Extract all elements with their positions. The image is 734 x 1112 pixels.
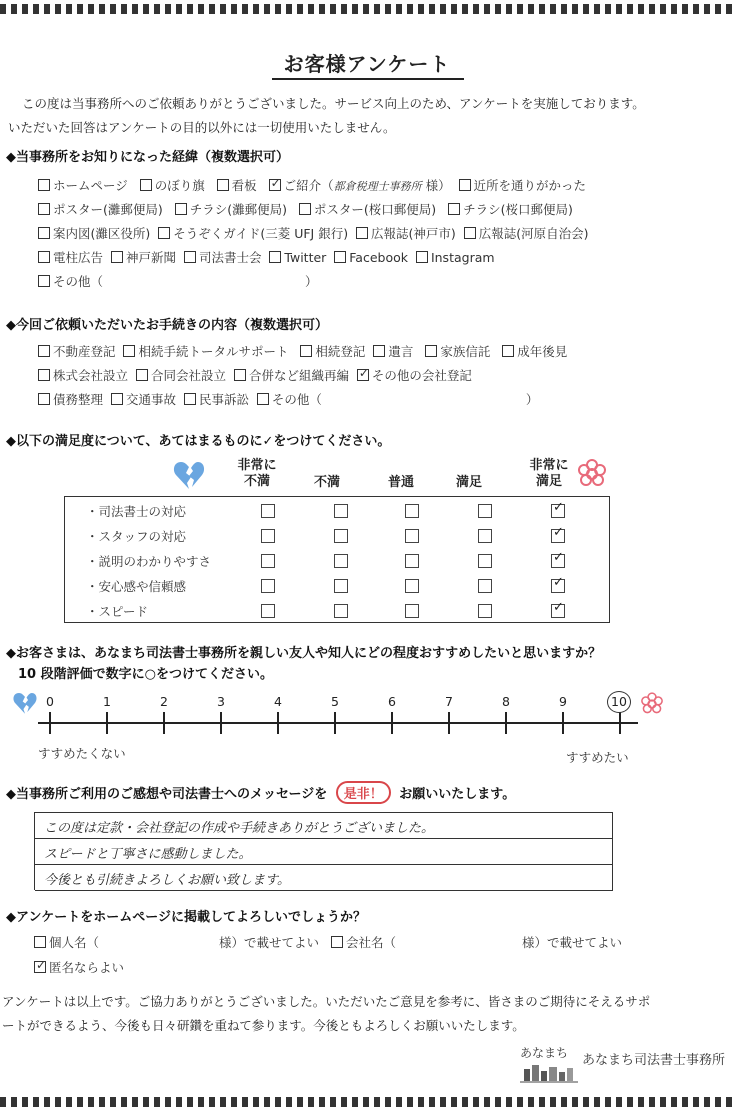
checkbox[interactable] (300, 345, 312, 357)
satisfaction-checkbox[interactable] (261, 579, 275, 593)
sat-row-label: ・安心感や信頼感 (86, 579, 187, 594)
checkbox[interactable] (425, 345, 437, 357)
satisfaction-checkbox[interactable] (261, 529, 275, 543)
q1-option[interactable]: チラシ(桜口郵便局) (448, 202, 573, 217)
satisfaction-checkbox[interactable] (261, 554, 275, 568)
checkbox[interactable] (373, 345, 385, 357)
checkbox[interactable] (38, 275, 50, 287)
scale-number[interactable]: 1 (103, 694, 111, 709)
q1-option[interactable]: 案内図(灘区役所) (38, 226, 150, 241)
closing-line-1: アンケートは以上です。ご協力ありがとうございました。いただいたご意見を参考に、皆さまのご期待にそえるサポ (2, 994, 651, 1009)
checkbox[interactable] (38, 345, 50, 357)
message-box-left (34, 812, 35, 890)
satisfaction-checkbox[interactable] (405, 504, 419, 518)
checkbox-checked[interactable]: ✓ (36, 958, 47, 972)
intro-line-1: この度は当事務所へのご依頼ありがとうございました。サービス向上のため、アンケートを実施しております。 (22, 96, 645, 111)
scale-tick (505, 712, 507, 734)
q2-row-1 (38, 342, 567, 360)
sat-row-label: ・スピード (86, 604, 149, 619)
scale-low-label: すすめたくない (38, 746, 126, 761)
q1-row-3 (38, 224, 589, 242)
q6-option-company[interactable]: 会社名（ (331, 935, 396, 950)
logo-text: あなまち (520, 1046, 569, 1060)
satisfaction-checkbox-checked[interactable]: ✓ (551, 529, 565, 543)
checkbox[interactable] (38, 369, 50, 381)
satisfaction-checkbox[interactable] (478, 604, 492, 618)
q1-row-4 (38, 248, 495, 266)
checkbox[interactable] (34, 936, 46, 948)
q6-row-2 (34, 958, 124, 976)
q2-option[interactable]: 債務整理 (38, 392, 103, 407)
checkbox[interactable] (334, 251, 346, 263)
q1-option[interactable]: 近所を通りがかった (459, 178, 587, 193)
q6-option-anonymous[interactable]: ✓ 匿名ならよい (36, 958, 125, 975)
q2-row-3: 債務整理 交通事故 民事訴訟 その他（ ） (38, 390, 538, 408)
office-name: あなまち司法書士事務所 (582, 1053, 726, 1068)
satisfaction-checkbox[interactable] (478, 554, 492, 568)
q2-option[interactable]: 家族信託 (425, 344, 490, 359)
scale-tick (220, 712, 222, 734)
checkbox[interactable] (416, 251, 428, 263)
checkbox[interactable] (38, 203, 50, 215)
scale-number[interactable]: 4 (274, 694, 282, 709)
q5-heading: ◆当事務所ご利用のご感想や司法書士へのメッセージを 是非！ お願いいたします。 (6, 781, 515, 804)
checkbox[interactable] (38, 251, 50, 263)
checkbox[interactable] (123, 345, 135, 357)
q2-option[interactable]: 合併など組織再編 (234, 368, 349, 383)
q1-option[interactable]: Facebook (334, 250, 408, 265)
q1-option[interactable]: 司法書士会 (184, 250, 262, 265)
checkbox[interactable] (257, 393, 269, 405)
col-very-dissatisfied: 非常に 不満 (237, 458, 277, 489)
q4-heading-2: 10 段階評価で数字に○をつけてください。 (18, 667, 273, 682)
checkbox-checked[interactable]: ✓ (358, 366, 369, 380)
q2-option-other[interactable]: その他（ (257, 392, 322, 407)
q4-heading-1: ◆お客さまは、あなまち司法書士事務所を親しい友人や知人にどの程度おすすめしたいと思いますか？ (6, 646, 602, 661)
q2-option[interactable]: 株式会社設立 (38, 368, 128, 383)
satisfaction-checkbox[interactable] (405, 579, 419, 593)
scale-tick (448, 712, 450, 734)
q6-row-1: 個人名（ 様）で載せてよい 会社名（ 様）で載せてよい (34, 933, 622, 951)
q1-option[interactable]: 神戸新聞 (111, 250, 176, 265)
scale-number[interactable]: 9 (559, 694, 567, 709)
satisfaction-checkbox[interactable] (334, 529, 348, 543)
checkbox[interactable] (175, 203, 187, 215)
q2-row-2 (38, 366, 472, 384)
satisfaction-checkbox[interactable] (478, 529, 492, 543)
checkbox[interactable] (356, 227, 368, 239)
message-line (35, 812, 613, 813)
scale-tick (277, 712, 279, 734)
satisfaction-checkbox[interactable] (405, 604, 419, 618)
small-flower-icon (638, 690, 666, 718)
checkbox[interactable] (331, 936, 343, 948)
q1-option[interactable]: Instagram (416, 250, 495, 265)
q1-option[interactable]: ポスター(灘郵便局) (38, 202, 163, 217)
scale-line (38, 722, 638, 724)
checkbox[interactable] (299, 203, 311, 215)
scale-tick (49, 712, 51, 734)
satisfaction-checkbox[interactable] (334, 579, 348, 593)
title-underline (272, 78, 464, 80)
message-line (35, 890, 613, 891)
scale-number[interactable]: 7 (445, 694, 453, 709)
satisfaction-checkbox[interactable] (334, 554, 348, 568)
sat-row-label: ・司法書士の対応 (86, 504, 187, 519)
broken-heart-icon (172, 458, 206, 492)
message-box-right (612, 812, 613, 890)
scale-number-selected[interactable]: 10 (607, 691, 631, 713)
satisfaction-checkbox[interactable] (478, 579, 492, 593)
checkbox[interactable] (136, 369, 148, 381)
q6-heading: ◆アンケートをホームページに掲載してよろしいでしょうか？ (6, 910, 366, 925)
message-line-1: この度は定款・会社登記の作成や手続きありがとうございました。 (44, 821, 435, 836)
checkbox[interactable] (269, 251, 281, 263)
q2-option[interactable]: 相続手続トータルサポート (123, 344, 288, 359)
flower-icon (574, 456, 610, 492)
checkbox[interactable] (464, 227, 476, 239)
scale-number[interactable]: 6 (388, 694, 396, 709)
scale-number[interactable]: 8 (502, 694, 510, 709)
q2-option[interactable]: 遺言 (373, 344, 413, 359)
checkbox[interactable] (184, 251, 196, 263)
col-satisfied: 満足 (455, 475, 482, 490)
checkbox[interactable] (38, 227, 50, 239)
scale-number[interactable]: 2 (160, 694, 168, 709)
checkbox[interactable] (111, 251, 123, 263)
message-line (35, 864, 613, 865)
q2-option[interactable]: 相続登記 (300, 344, 365, 359)
checkbox[interactable] (448, 203, 460, 215)
satisfaction-checkbox[interactable] (478, 504, 492, 518)
scale-tick (163, 712, 165, 734)
q2-option-other-company[interactable]: ✓ その他の会社登記 (358, 366, 472, 383)
intro-line-2: いただいた回答はアンケートの目的以外には一切使用いたしません。 (8, 120, 396, 135)
q1-option[interactable]: 電柱広告 (38, 250, 103, 265)
q1-option[interactable]: 広報誌(神戸市) (356, 226, 456, 241)
satisfaction-checkbox-checked[interactable]: ✓ (551, 554, 565, 568)
q1-option[interactable]: ホームページ (38, 178, 128, 193)
q1-option[interactable]: チラシ(灘郵便局) (175, 202, 287, 217)
q3-heading: ◆以下の満足度について、あてはまるものに✓をつけてください。 (6, 434, 391, 449)
col-very-satisfied: 非常に 満足 (529, 458, 569, 489)
town-skyline-icon (520, 1061, 578, 1083)
q1-option-other[interactable]: その他（ (38, 274, 103, 289)
scale-tick (391, 712, 393, 734)
col-neutral: 普通 (387, 475, 414, 490)
q2-option[interactable]: 不動産登記 (38, 344, 116, 359)
message-line-2: スピードと丁寧さに感動しました。 (44, 847, 252, 862)
q1-option[interactable]: Twitter (269, 250, 326, 265)
scale-high-label: すすめたい (566, 750, 629, 765)
q2-heading: ◆今回ご依頼いただいたお手続きの内容（複数選択可） (6, 318, 328, 333)
satisfaction-checkbox[interactable] (405, 554, 419, 568)
q1-option[interactable]: そうぞくガイド(三菱 UFJ 銀行) (158, 226, 348, 241)
sat-row-label: ・説明のわかりやすさ (86, 554, 212, 569)
q1-option[interactable]: 看板 (217, 178, 257, 193)
checkbox[interactable] (184, 393, 196, 405)
q2-option[interactable]: 合同会社設立 (136, 368, 226, 383)
small-broken-heart-icon (12, 690, 38, 716)
q1-row-5: その他（ ） (38, 272, 318, 290)
scale-tick (334, 712, 336, 734)
satisfaction-checkbox-checked[interactable]: ✓ (551, 504, 565, 518)
scale-tick (619, 712, 621, 734)
q1-row-2 (38, 200, 573, 218)
checkbox[interactable] (217, 179, 229, 191)
bottom-dotted-border (0, 1097, 734, 1107)
satisfaction-checkbox[interactable] (261, 604, 275, 618)
satisfaction-checkbox[interactable] (334, 604, 348, 618)
col-dissatisfied: 不満 (313, 475, 340, 490)
message-line (35, 838, 613, 839)
q1-heading: ◆当事務所をお知りになった経緯（複数選択可） (6, 150, 289, 165)
satisfaction-checkbox-checked[interactable]: ✓ (551, 604, 565, 618)
office-logo (520, 1044, 578, 1084)
sat-row-label: ・スタッフの対応 (86, 529, 187, 544)
checkbox[interactable] (234, 369, 246, 381)
top-dotted-border (0, 4, 734, 14)
closing-line-2: ートができるよう、今後も日々研鑽を重ねて参ります。今後ともよろしくお願いいたします。 (2, 1018, 525, 1033)
q2-option[interactable]: 民事訴訟 (184, 392, 249, 407)
badge-zehi: 是非！ (336, 781, 391, 804)
scale-number[interactable]: 3 (217, 694, 225, 709)
q1-option[interactable]: 広報誌(河原自治会) (464, 226, 589, 241)
q2-option[interactable]: 成年後見 (502, 344, 567, 359)
checkbox[interactable] (111, 393, 123, 405)
satisfaction-checkbox-checked[interactable]: ✓ (551, 579, 565, 593)
referral-handwritten: 都倉税理士事務所 (333, 180, 422, 193)
satisfaction-checkbox[interactable] (261, 504, 275, 518)
satisfaction-checkbox[interactable] (405, 529, 419, 543)
q1-option[interactable]: のぼり旗 (140, 178, 205, 193)
checkbox[interactable] (459, 179, 471, 191)
q1-row-1: ホームページ のぼり旗 看板 ✓ ご紹介（都倉税理士事務所 様） 近所を通りがかった (38, 176, 586, 194)
scale-number[interactable]: 5 (331, 694, 339, 709)
q1-option-referral[interactable]: ✓ ご紹介（ (270, 176, 334, 193)
checkbox-checked[interactable]: ✓ (270, 176, 281, 190)
q6-option-individual[interactable]: 個人名（ (34, 935, 99, 950)
checkbox[interactable] (38, 393, 50, 405)
checkbox[interactable] (502, 345, 514, 357)
message-line-3: 今後とも引続きよろしくお願い致します。 (44, 873, 290, 888)
checkbox[interactable] (38, 179, 50, 191)
q1-option[interactable]: ポスター(桜口郵便局) (299, 202, 436, 217)
scale-number[interactable]: 0 (46, 694, 54, 709)
scale-tick (106, 712, 108, 734)
checkbox[interactable] (158, 227, 170, 239)
satisfaction-checkbox[interactable] (334, 504, 348, 518)
q2-option[interactable]: 交通事故 (111, 392, 176, 407)
page-title: お客様アンケート (283, 52, 451, 76)
scale-tick (562, 712, 564, 734)
checkbox[interactable] (140, 179, 152, 191)
